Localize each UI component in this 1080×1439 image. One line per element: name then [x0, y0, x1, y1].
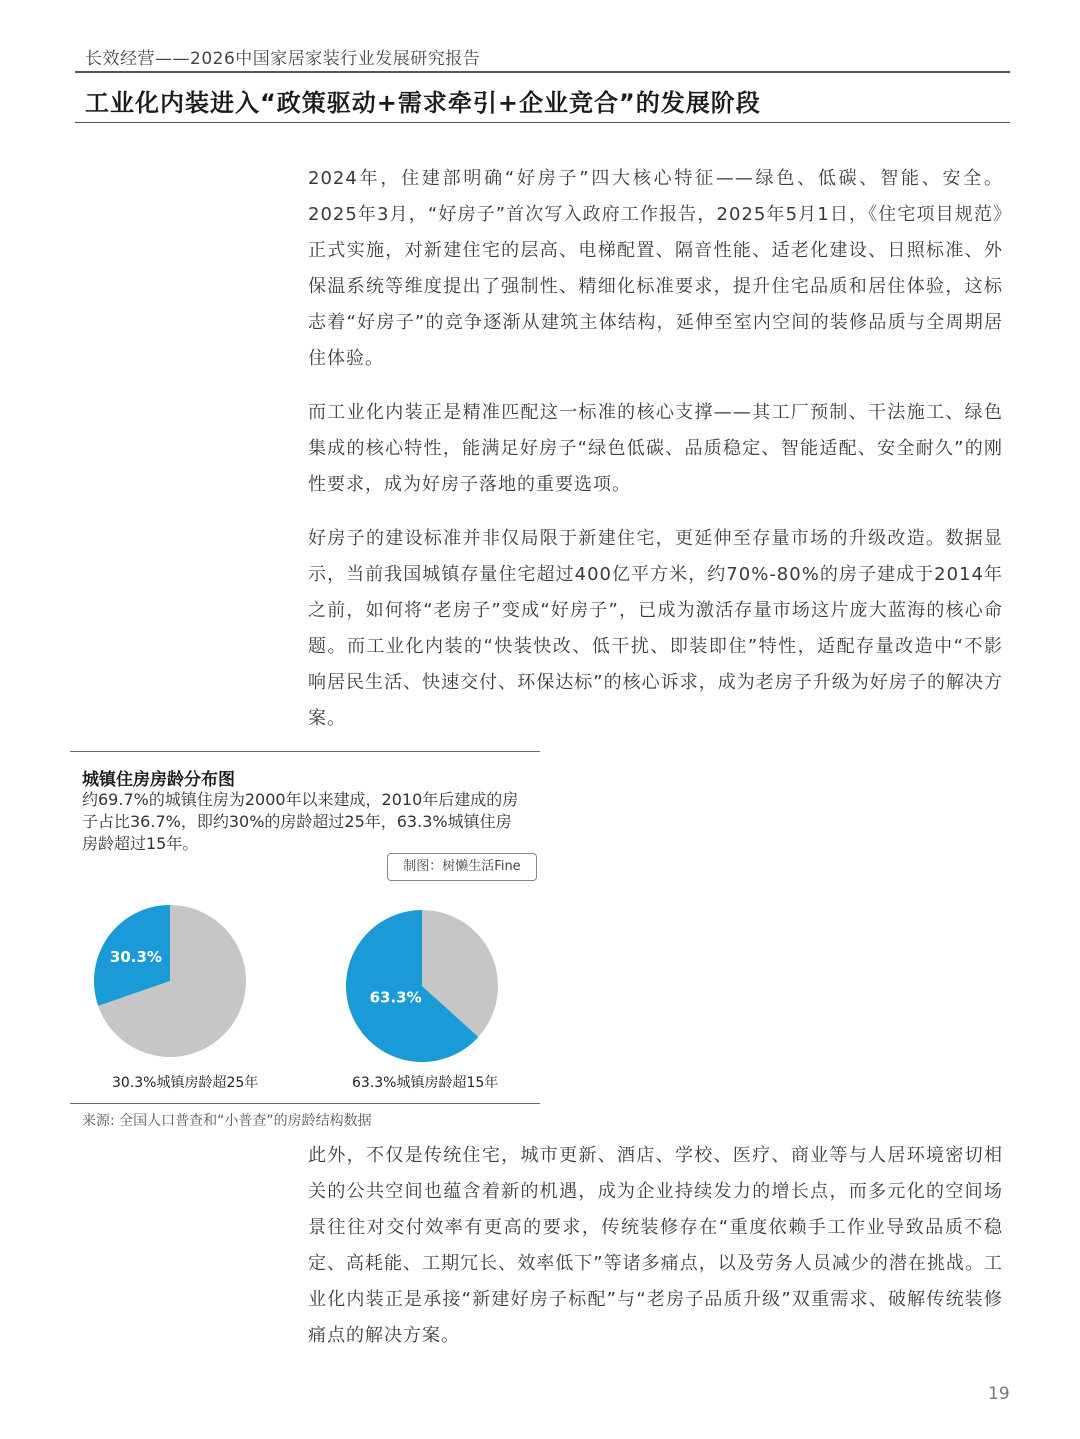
- figure-title: 城镇住房房龄分布图: [82, 770, 235, 790]
- figure-top-rule: [70, 751, 540, 752]
- pie-slice-label: 30.3%: [109, 947, 162, 966]
- title-rule: [75, 122, 1010, 123]
- paragraph: 此外，不仅是传统住宅，城市更新、酒店、学校、医疗、商业等与人居环境密切相关的公共空间也蕴含着新的机遇，成为企业持续发力的增长点，而多元化的空间场景往往对交付效率有更高的要求，传统装修存在“重度依赖手工作业导致品质不稳定、高耗能、工期冗长、效率低下”等诸多痛点，以及劳务人员减少的潜在挑战。工业化内装正是承接“新建好房子标配”与“老房子品质升级”双重需求、破解传统装修痛点的解决方案。: [308, 1145, 1003, 1346]
- figure-credit-badge: 制图：树懒生活Fine: [387, 853, 537, 881]
- paragraph: 好房子的建设标准并非仅局限于新建住宅，更延伸至存量市场的升级改造。数据显示，当前我国城镇存量住宅超过400亿平方米，约70%-80%的房子建成于2014年之前，如何将“老房子”变成“好房子”，已成为激活存量市场这片庞大蓝海的核心命题。而工业化内装的“快装快改、低干扰、即装即住”特性，适配存量改造中“不影响居民生活、快速交付、环保达标”的核心诉求，成为老房子升级为好房子的解决方案。: [308, 528, 1003, 729]
- page-number: 19: [988, 1384, 1010, 1404]
- body-text-lower: [308, 1138, 1003, 1372]
- section-title: 工业化内装进入“政策驱动+需求牵引+企业竞合”的发展阶段: [85, 89, 761, 117]
- pie-caption-25yr: 30.3%城镇房龄超25年: [112, 1075, 259, 1091]
- paragraph: 而工业化内装正是精准匹配这一标准的核心支撑——其工厂预制、干法施工、绿色集成的核心特性，能满足好房子“绿色低碳、品质稳定、智能适配、安全耐久”的刚性要求，成为好房子落地的重要选项。: [308, 402, 1003, 495]
- pie-charts: [70, 880, 540, 1080]
- figure-source: 来源: 全国人口普查和“小普查”的房龄结构数据: [82, 1113, 372, 1129]
- pie-slice-label: 63.3%: [369, 988, 422, 1007]
- running-head: 长效经营——2026中国家居家装行业发展研究报告: [85, 49, 481, 69]
- figure-bottom-rule: [70, 1103, 540, 1104]
- header-rule: [75, 71, 1010, 73]
- figure-caption: 约69.7%的城镇住房为2000年以来建成，2010年后建成的房子占比36.7%，即约30%的房龄超过25年，63.3%城镇住房房龄超过15年。: [82, 790, 519, 853]
- paragraph: 2024年，住建部明确“好房子”四大核心特征——绿色、低碳、智能、安全。 2025年3月，“好房子”首次写入政府工作报告，2025年5月1日，《住宅项目规范》正式实施，对新建住宅的层高、电梯配置、隔音性能、适老化建设、日照标准、外保温系统等维度提出了强制性、精细化标准要求，提升住宅品质和居住体验，这标志着“好房子”的竞争逐渐从建筑主体结构，延伸至室内空间的装修品质与全周期居住体验。: [308, 168, 1003, 369]
- pie-caption-15yr: 63.3%城镇房龄超15年: [352, 1075, 499, 1091]
- body-text-upper: [308, 161, 1003, 755]
